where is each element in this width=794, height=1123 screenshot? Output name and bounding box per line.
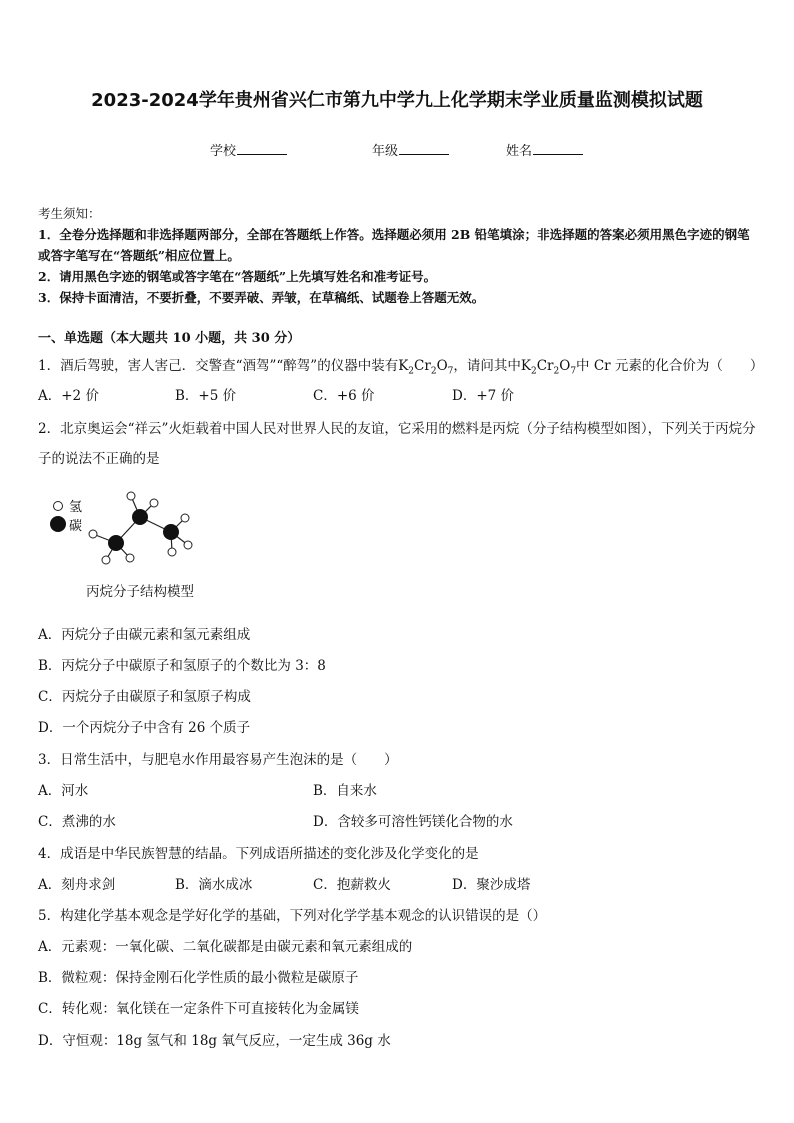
grade-field[interactable] — [372, 140, 449, 159]
notice-item: 3．保持卡面清洁，不要折叠，不要弄破、弄皱，在草稿纸、试题卷上答题无效。 — [38, 290, 485, 305]
carbon-atom — [163, 524, 179, 540]
school-field[interactable] — [210, 140, 287, 159]
school-blank[interactable] — [237, 142, 287, 155]
question-2-text: 2．北京奥运会“祥云”火炬载着中国人民对世界人民的友谊，它采用的燃料是丙烷（分子结构模型如图），下列关于丙烷分子的说法不正确的是 — [38, 421, 756, 467]
section-heading: 一、单选题（本大题共 10 小题，共 30 分） — [38, 331, 301, 346]
name-label: 姓名 — [506, 144, 533, 159]
question-1-text-post: 中 Cr 元素的化合价为（ ） — [576, 358, 764, 374]
option-d[interactable]: D．聚沙成塔 — [452, 877, 531, 893]
option-b[interactable]: B．微粒观：保持金刚石化学性质的最小微粒是碳原子 — [38, 970, 359, 986]
question-5-text: 5．构建化学基本观念是学好化学的基础，下列对化学学基本观念的认识错误的是（） — [38, 908, 547, 924]
hydrogen-atom — [102, 556, 110, 564]
option-d[interactable]: D．一个丙烷分子中含有 26 个质子 — [38, 720, 251, 736]
question-1-text-mid: ，请问其中 — [453, 358, 521, 374]
option-a[interactable]: A．河水 — [38, 783, 89, 799]
option-c[interactable]: C．煮沸的水 — [38, 814, 116, 830]
notice-heading: 考生须知： — [38, 206, 101, 221]
question-1-text-pre: 1．酒后驾驶，害人害己．交警查“酒驾”“醉驾”的仪器中装有 — [38, 358, 399, 374]
option-a[interactable]: A．丙烷分子由碳元素和氢元素组成 — [38, 627, 251, 643]
option-c[interactable]: C．+6 价 — [313, 388, 375, 404]
option-a[interactable]: A．刻舟求剑 — [38, 877, 116, 893]
option-d[interactable]: D．含较多可溶性钙镁化合物的水 — [313, 814, 513, 830]
option-b[interactable]: B．+5 价 — [175, 388, 237, 404]
option-a[interactable]: A．元素观：一氧化碳、二氧化碳都是由碳元素和氧元素组成的 — [38, 939, 413, 955]
legend-hydrogen-label: 氢 — [69, 500, 83, 515]
hydrogen-atom — [89, 530, 97, 538]
legend-hydrogen-icon — [54, 502, 63, 511]
exam-notice — [38, 203, 758, 308]
hydrogen-atom — [181, 514, 189, 522]
hydrogen-atom — [168, 548, 176, 556]
carbon-atom — [108, 535, 124, 551]
grade-label: 年级 — [372, 144, 399, 159]
hydrogen-atom — [127, 492, 135, 500]
notice-item: 2．请用黑色字迹的钢笔或答字笔在“答题纸”上先填写姓名和准考证号。 — [38, 269, 437, 284]
chemical-formula: $K_2Cr_2O_7$ — [398, 358, 454, 377]
school-label: 学校 — [210, 144, 237, 159]
option-d[interactable]: D．守恒观：18g 氢气和 18g 氧气反应，一定生成 36g 水 — [38, 1033, 391, 1049]
page-title: 2023-2024学年贵州省兴仁市第九中学九上化学期末学业质量监测模拟试题 — [91, 90, 703, 111]
option-b[interactable]: B．自来水 — [313, 783, 377, 799]
option-b[interactable]: B．滴水成冰 — [175, 877, 253, 893]
legend-carbon-icon — [50, 516, 66, 532]
option-c[interactable]: C．丙烷分子由碳原子和氢原子构成 — [38, 689, 251, 705]
legend-carbon-label: 碳 — [69, 519, 83, 534]
question-4-text: 4．成语是中华民族智慧的结晶。下列成语所描述的变化涉及化学变化的是 — [38, 846, 479, 862]
figure-caption: 丙烷分子结构模型 — [86, 584, 194, 600]
option-d[interactable]: D．+7 价 — [452, 388, 515, 404]
grade-blank[interactable] — [399, 142, 449, 155]
hydrogen-atom — [150, 499, 158, 507]
option-b[interactable]: B．丙烷分子中碳原子和氢原子的个数比为 3：8 — [38, 658, 326, 674]
option-c[interactable]: C．抱薪救火 — [313, 877, 391, 893]
carbon-atom — [132, 509, 148, 525]
hydrogen-atom — [126, 554, 134, 562]
chemical-formula: $K_2Cr_2O_7$ — [520, 358, 577, 377]
option-a[interactable]: A．+2 价 — [38, 388, 99, 404]
question-1 — [38, 354, 763, 377]
notice-item: 1．全卷分选择题和非选择题两部分，全部在答题纸上作答。选择题必须用 2B 铅笔填涂；非选择题的答案必须用黑色字迹的钢笔或答字笔写在“答题纸”相应位置上。 — [38, 227, 750, 263]
name-blank[interactable] — [533, 142, 583, 155]
hydrogen-atom — [184, 541, 192, 549]
question-3-text: 3．日常生活中，与肥皂水作用最容易产生泡沫的是（ ） — [38, 752, 398, 768]
option-c[interactable]: C．转化观：氧化镁在一定条件下可直接转化为金属镁 — [38, 1001, 359, 1017]
name-field[interactable] — [506, 140, 583, 159]
